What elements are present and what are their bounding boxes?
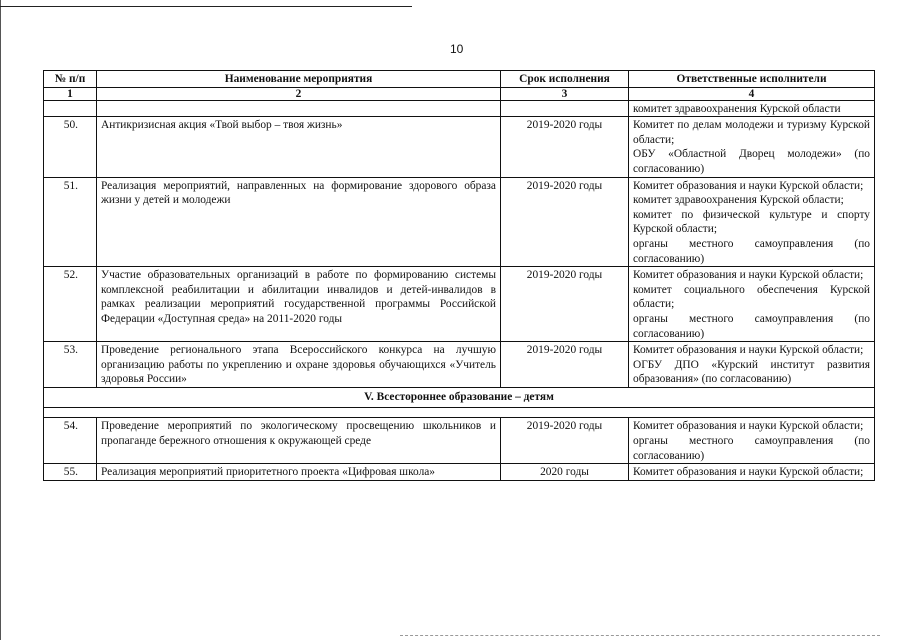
table-row bbox=[44, 267, 875, 342]
event-term: 2019-2020 годы bbox=[501, 267, 629, 342]
event-name: Участие образовательных организаций в работе по формированию системы комплексной реабилитации и абилитации инвалидов и детей-инвалидов в рамках реализации мероприятий государственной программы Российской Федерации «Доступная среда» на 2011-2020 годы bbox=[97, 267, 501, 342]
event-name: Реализация мероприятий приоритетного проекта «Цифровая школа» bbox=[97, 464, 501, 481]
events-table bbox=[43, 70, 875, 481]
top-rule bbox=[0, 6, 412, 7]
row-number: 53. bbox=[44, 342, 97, 388]
row-number: 54. bbox=[44, 418, 97, 464]
table-row bbox=[44, 117, 875, 177]
column-numbers-row bbox=[44, 87, 875, 100]
header-name: Наименование мероприятия bbox=[97, 71, 501, 88]
column-number-3: 3 bbox=[501, 87, 629, 100]
table-row bbox=[44, 177, 875, 267]
event-term: 2019-2020 годы bbox=[501, 342, 629, 388]
event-executors bbox=[629, 464, 875, 481]
page-number: 10 bbox=[450, 42, 464, 56]
column-number-2: 2 bbox=[97, 87, 501, 100]
executor-line: Комитет образования и науки Курской области; bbox=[633, 344, 864, 357]
bottom-rule bbox=[400, 635, 880, 636]
event-executors bbox=[629, 342, 875, 388]
continuation-executor: комитет здравоохранения Курской области bbox=[629, 100, 875, 117]
row-number: 51. bbox=[44, 177, 97, 267]
executor-line: Комитет по делам молодежи и туризму Курской области; bbox=[633, 119, 870, 146]
header-row bbox=[44, 71, 875, 88]
spacer-row bbox=[44, 408, 875, 418]
table-row bbox=[44, 342, 875, 388]
table-row bbox=[44, 418, 875, 464]
executor-line: Комитет образования и науки Курской области; bbox=[633, 420, 864, 433]
event-term: 2019-2020 годы bbox=[501, 177, 629, 267]
continuation-row bbox=[44, 100, 875, 117]
executor-line: Комитет образования и науки Курской области; bbox=[633, 466, 864, 479]
header-executors: Ответственные исполнители bbox=[629, 71, 875, 88]
row-number: 52. bbox=[44, 267, 97, 342]
page-left-edge bbox=[0, 0, 1, 640]
event-executors bbox=[629, 267, 875, 342]
event-executors bbox=[629, 177, 875, 267]
executor-line: комитет здравоохранения Курской области; bbox=[633, 194, 844, 207]
event-name: Антикризисная акция «Твой выбор – твоя жизнь» bbox=[97, 117, 501, 177]
row-number: 50. bbox=[44, 117, 97, 177]
column-number-1: 1 bbox=[44, 87, 97, 100]
column-number-4: 4 bbox=[629, 87, 875, 100]
table-row bbox=[44, 464, 875, 481]
section-row bbox=[44, 387, 875, 408]
event-name: Проведение мероприятий по экологическому просвещению школьников и пропаганде бережного отношения к окружающей среде bbox=[97, 418, 501, 464]
executor-line: комитет социального обеспечения Курской области; bbox=[633, 283, 870, 311]
header-term: Срок исполнения bbox=[501, 71, 629, 88]
executor-line: Комитет образования и науки Курской области; bbox=[633, 179, 864, 192]
event-name: Реализация мероприятий, направленных на формирование здорового образа жизни у детей и молодежи bbox=[97, 177, 501, 267]
event-executors bbox=[629, 418, 875, 464]
event-executors bbox=[629, 117, 875, 177]
executor-line: ОБУ «Областной Дворец молодежи» (по согласованию) bbox=[633, 148, 870, 175]
executor-line: органы местного самоуправления (по согласованию) bbox=[633, 435, 870, 462]
executor-line: ОГБУ ДПО «Курский институт развития образования» (по согласованию) bbox=[633, 358, 870, 386]
event-term: 2019-2020 годы bbox=[501, 117, 629, 177]
row-number: 55. bbox=[44, 464, 97, 481]
executor-line: органы местного самоуправления (по согласованию) bbox=[633, 312, 870, 340]
event-name: Проведение регионального этапа Всероссийского конкурса на лучшую организацию работы по укреплению и охране здоровья обучающихся «Учитель здоровья России» bbox=[97, 342, 501, 388]
executor-line: комитет по физической культуре и спорту Курской области; bbox=[633, 208, 870, 236]
header-num: № п/п bbox=[44, 71, 97, 88]
event-term: 2019-2020 годы bbox=[501, 418, 629, 464]
executor-line: органы местного самоуправления (по согласованию) bbox=[633, 237, 870, 265]
event-term: 2020 годы bbox=[501, 464, 629, 481]
executor-line: Комитет образования и науки Курской области; bbox=[633, 269, 864, 282]
section-title: V. Всестороннее образование – детям bbox=[44, 387, 875, 408]
